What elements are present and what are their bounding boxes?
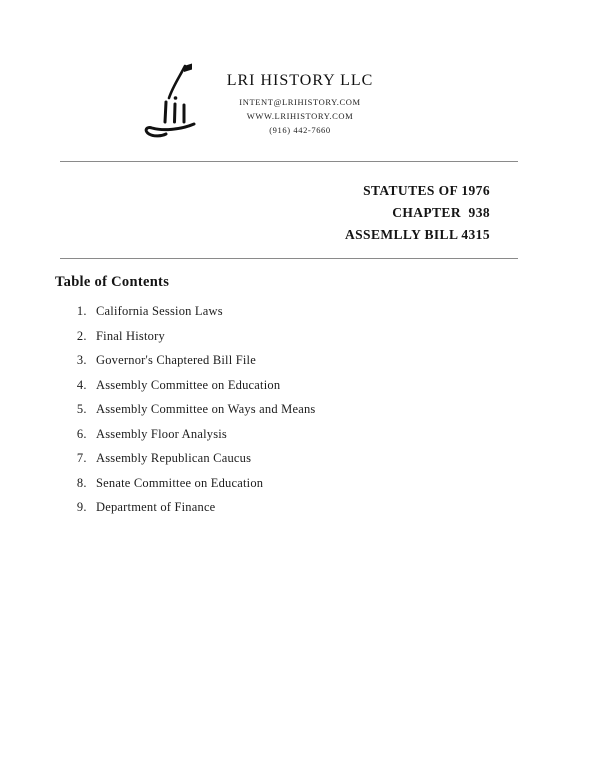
chapter-line: CHAPTER 938 — [392, 205, 490, 220]
toc-item: 2. Final History — [90, 330, 315, 343]
company-phone: (916) 442-7660 — [269, 125, 331, 135]
toc-item: 9. Department of Finance — [90, 501, 315, 514]
letterhead — [0, 58, 600, 153]
toc-item: 6. Assembly Floor Analysis — [90, 428, 315, 441]
company-name: LRI HISTORY LLC — [226, 72, 374, 89]
toc-item: 5. Assembly Committee on Ways and Means — [90, 403, 315, 416]
toc-title: Table of Contents — [55, 274, 170, 290]
divider-top — [60, 161, 518, 162]
statutes-line: STATUTES OF 1976 — [363, 183, 490, 198]
company-website: WWW.LRIHISTORY.COM — [246, 111, 354, 121]
toc-item: 8. Senate Committee on Education — [90, 477, 315, 490]
toc-item: 4. Assembly Committee on Education — [90, 379, 315, 392]
toc-item: 7. Assembly Republican Caucus — [90, 452, 315, 465]
calligraphic-logo-icon — [140, 60, 210, 148]
bill-line: ASSEMLLY BILL 4315 — [344, 227, 490, 242]
toc-item: 3. Governor's Chaptered Bill File — [90, 354, 315, 367]
company-email: INTENT@LRIHISTORY.COM — [239, 97, 361, 107]
toc-item: 1. California Session Laws — [90, 305, 315, 318]
divider-bottom — [60, 258, 518, 259]
letterhead-text — [215, 72, 385, 139]
lri-logo — [140, 60, 210, 148]
statute-reference-block — [345, 180, 490, 246]
toc-list — [70, 305, 315, 526]
